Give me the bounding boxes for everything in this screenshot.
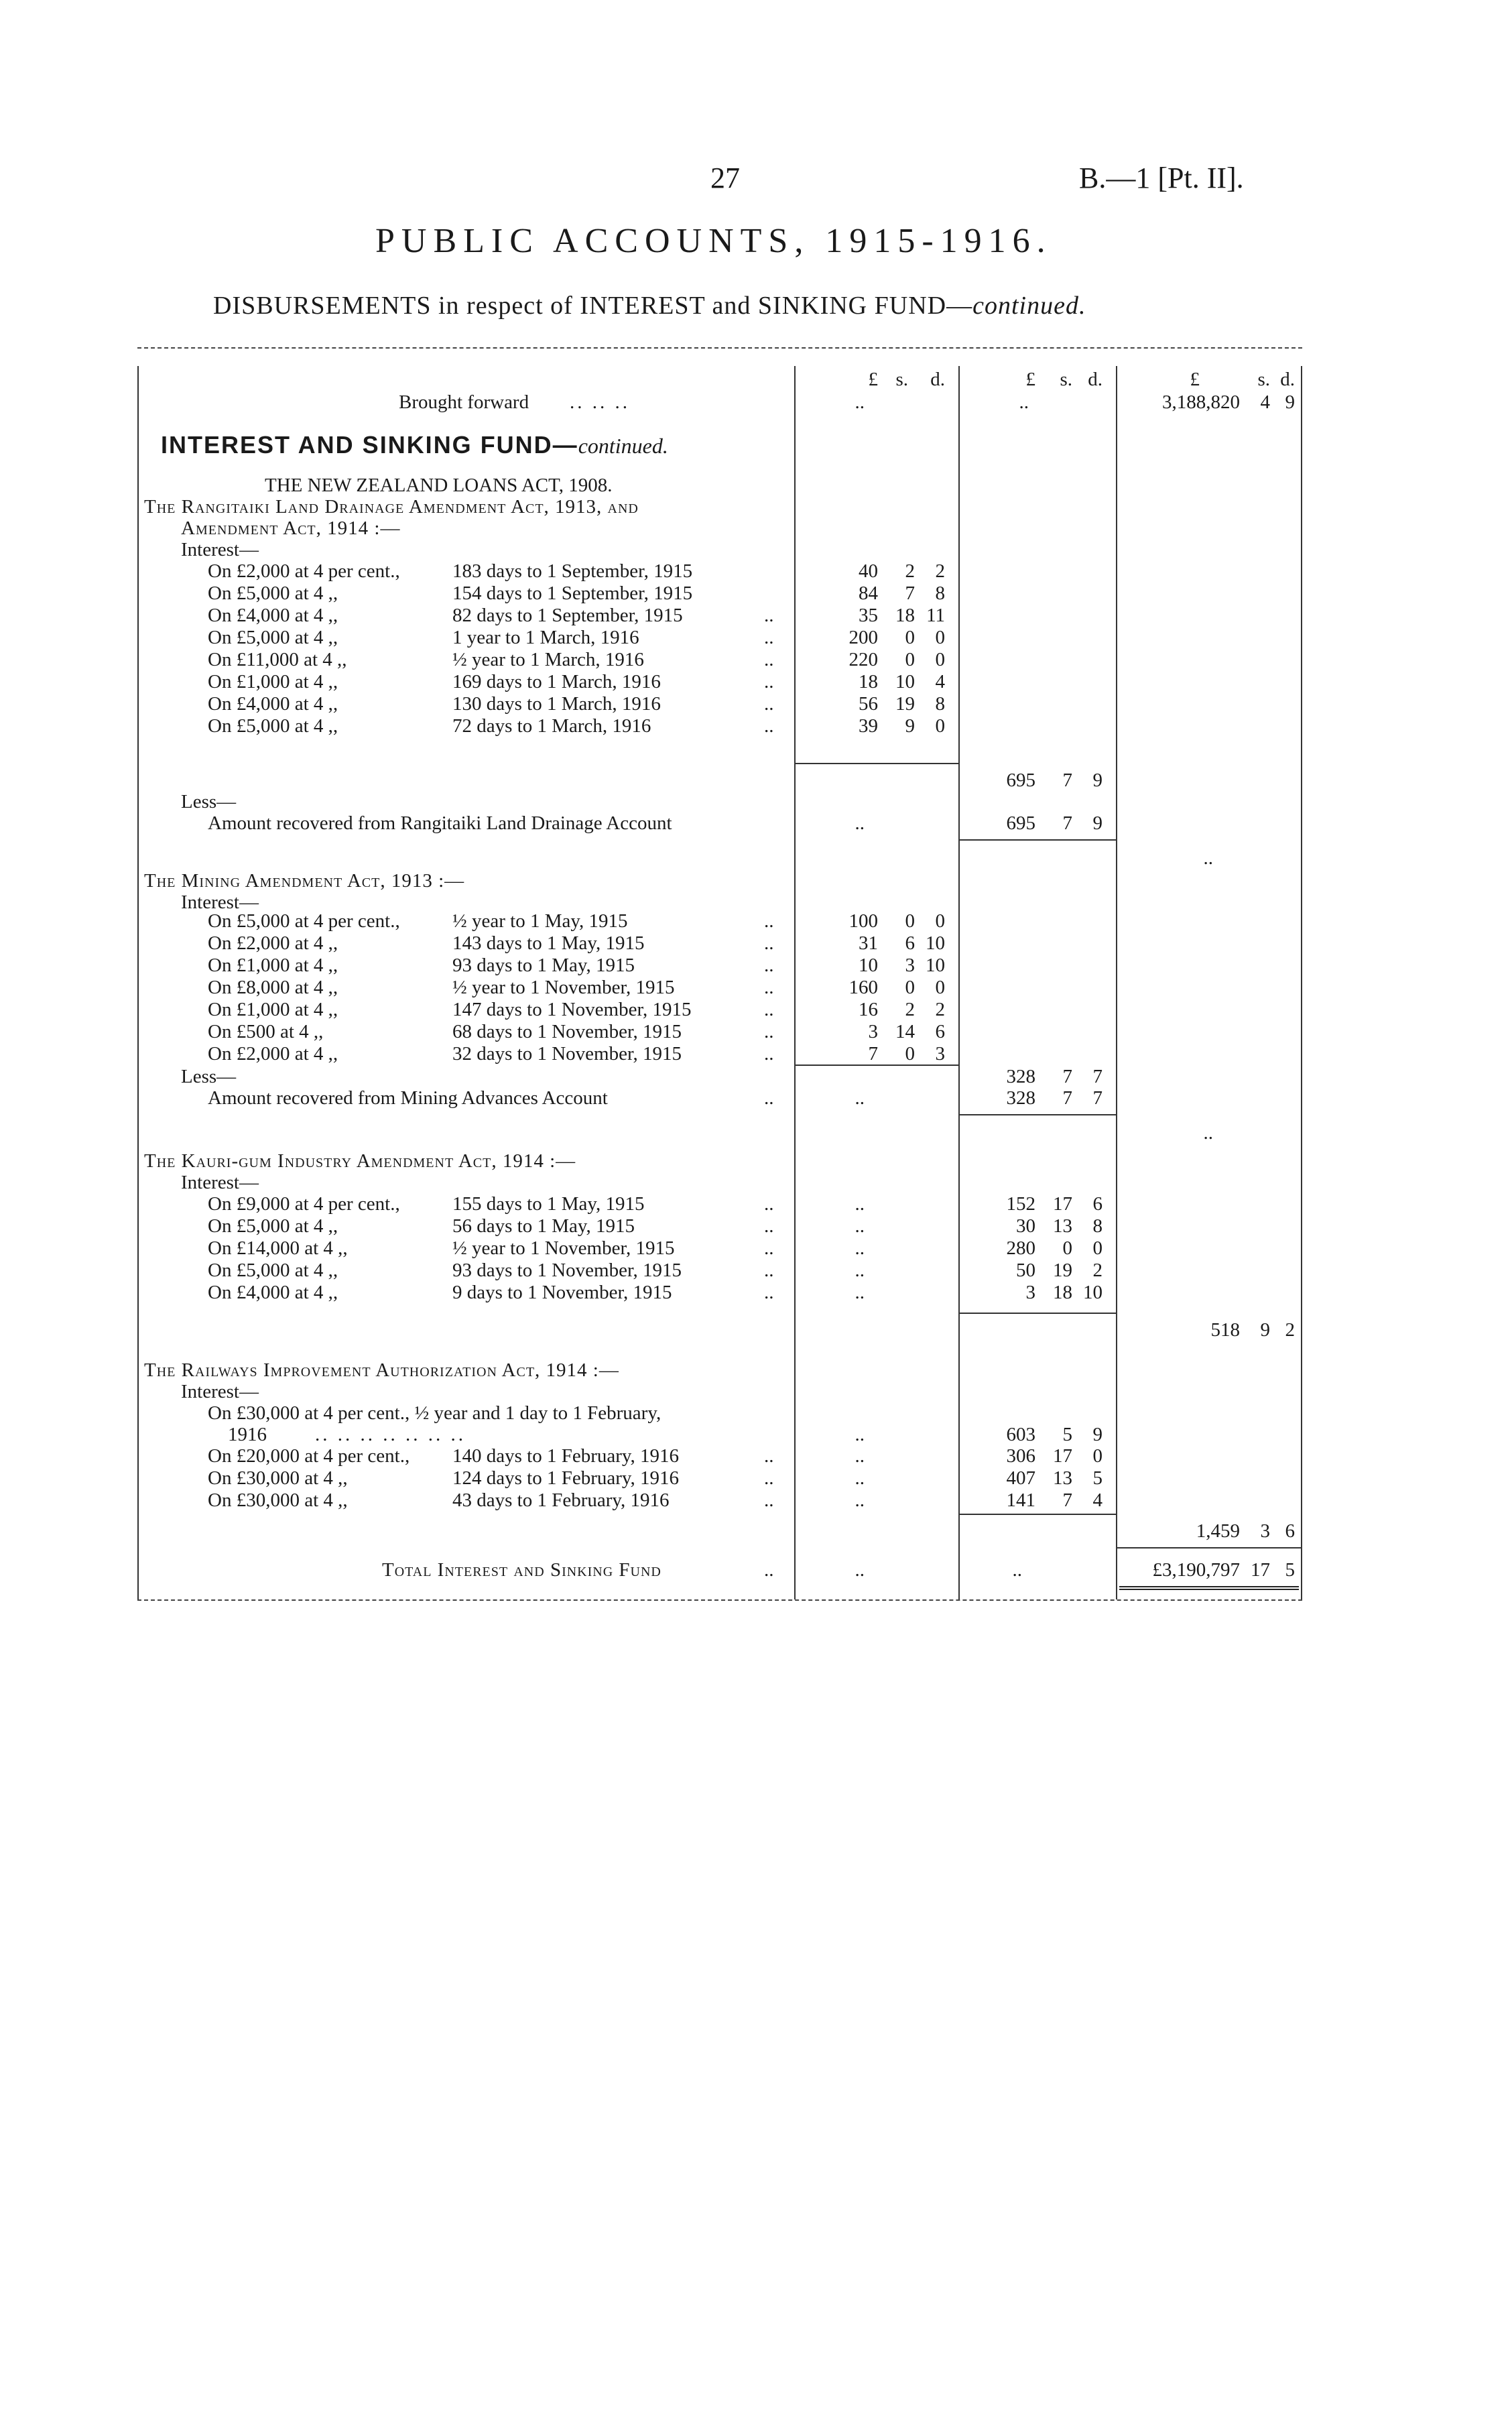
rangitaiki-title-line2: Amendment Act, 1914 :— — [181, 518, 401, 539]
row-pounds: 407 — [1006, 1467, 1035, 1489]
row-pence: 0 — [935, 715, 945, 737]
row-principal: On £500 at 4 ,, — [208, 1021, 324, 1042]
row-shillings: 17 — [1053, 1445, 1072, 1467]
railways-total-row — [137, 1520, 1302, 1542]
table-row — [137, 1282, 1302, 1304]
rangitaiki-net-value: .. — [1203, 847, 1213, 869]
grand-total-col2: .. — [1012, 1559, 1022, 1581]
col2-pence-header: d. — [1088, 369, 1102, 390]
row-period: 124 days to 1 February, 1916 — [452, 1467, 680, 1489]
row-shillings: 9 — [905, 715, 915, 737]
table-row — [137, 671, 1302, 693]
row-period: ½ year to 1 November, 1915 — [452, 977, 675, 998]
grand-total-col1: .. — [855, 1559, 865, 1581]
row-pounds: 10 — [859, 955, 878, 976]
row-col1-dots: .. — [855, 1282, 865, 1303]
row-dots: .. — [764, 671, 774, 692]
railways-total-pence: 6 — [1285, 1520, 1295, 1542]
row-pence: 0 — [1092, 1445, 1102, 1467]
row-shillings: 0 — [905, 977, 915, 998]
rangitaiki-recovered-pounds: 695 — [1006, 812, 1035, 834]
kauri-total-rule — [958, 1313, 1116, 1314]
row-pence: 3 — [935, 1043, 945, 1065]
row-col1-dots: .. — [855, 1193, 865, 1215]
row-shillings: 6 — [905, 932, 915, 954]
table-row — [137, 1445, 1302, 1467]
row-pounds: 56 — [859, 693, 878, 715]
rangitaiki-recovered-col1: .. — [855, 812, 865, 834]
subtitle-main: DISBURSEMENTS in respect of INTEREST and SINKING FUND— — [213, 292, 973, 320]
mining-subtotal-pence: 7 — [1092, 1066, 1102, 1087]
row-col1-dots: .. — [855, 1215, 865, 1237]
row-dots: .. — [764, 999, 774, 1020]
railways-title: The Railways Improvement Authorization Act, 1914 :— — [144, 1359, 619, 1381]
brought-forward-row — [137, 391, 1302, 414]
table-row — [137, 932, 1302, 955]
row-dots: .. — [764, 910, 774, 932]
row-principal: On £30,000 at 4 ,, — [208, 1467, 348, 1489]
row-dots: .. — [764, 649, 774, 670]
row-principal: On £9,000 at 4 per cent., — [208, 1193, 400, 1215]
row-shillings: 2 — [905, 560, 915, 582]
row-pounds: 152 — [1006, 1193, 1035, 1215]
row-principal: On £5,000 at 4 ,, — [208, 1260, 338, 1281]
railways-total-shillings: 3 — [1260, 1520, 1270, 1542]
table-row — [137, 910, 1302, 932]
row-dots: .. — [764, 1215, 774, 1237]
row-pence: 2 — [935, 560, 945, 582]
grand-total-double-rule — [1119, 1586, 1299, 1590]
row-shillings: 0 — [905, 649, 915, 670]
row-principal: On £2,000 at 4 ,, — [208, 1043, 338, 1065]
row-pence: 2 — [1092, 1260, 1102, 1281]
row-principal: On £20,000 at 4 per cent., — [208, 1445, 410, 1467]
mining-subtotal-pounds: 328 — [1006, 1066, 1035, 1087]
row-principal: On £4,000 at 4 ,, — [208, 693, 338, 715]
row-dots: .. — [764, 1282, 774, 1303]
row-pounds: 200 — [848, 627, 878, 648]
brought-forward-col1: .. — [855, 391, 865, 413]
row-pounds: 3 — [1025, 1282, 1035, 1303]
row-shillings: 13 — [1053, 1467, 1072, 1489]
row-period: 93 days to 1 May, 1915 — [452, 955, 635, 976]
grand-total-label: Total Interest and Sinking Fund — [382, 1559, 662, 1581]
table-row — [137, 999, 1302, 1021]
row-col1-dots: .. — [855, 1467, 865, 1489]
row-pence: 2 — [935, 999, 945, 1020]
row-pounds: 40 — [859, 560, 878, 582]
col2-shilling-header: s. — [1060, 369, 1072, 390]
col1-pence-header: d. — [930, 369, 945, 390]
row-dots: .. — [764, 693, 774, 715]
table-top-rule — [137, 347, 1302, 349]
rangitaiki-recovered-shillings: 7 — [1062, 812, 1072, 834]
mining-recovered-pounds: 328 — [1006, 1087, 1035, 1109]
rangitaiki-subtotal-pence: 9 — [1092, 770, 1102, 791]
row-principal: On £11,000 at 4 ,, — [208, 649, 347, 670]
table-row — [137, 693, 1302, 715]
row-period: 183 days to 1 September, 1915 — [452, 560, 693, 582]
row-period: ½ year to 1 November, 1915 — [452, 1237, 675, 1259]
row-period: 56 days to 1 May, 1915 — [452, 1215, 635, 1237]
brought-forward-label: Brought forward — [399, 391, 529, 413]
rangitaiki-interest-label: Interest— — [181, 539, 259, 560]
row-period: ½ year to 1 March, 1916 — [452, 649, 644, 670]
row-col1-dots: .. — [855, 1490, 865, 1511]
row-pounds: 280 — [1006, 1237, 1035, 1259]
railways-row1-pounds: 603 — [1006, 1424, 1035, 1445]
row-period: 43 days to 1 February, 1916 — [452, 1490, 670, 1511]
table-row — [137, 1043, 1302, 1065]
col1-pound-header: £ — [868, 369, 878, 390]
row-principal: On £4,000 at 4 ,, — [208, 605, 338, 626]
brought-forward-pence: 9 — [1285, 391, 1295, 413]
mining-recovered-shillings: 7 — [1062, 1087, 1072, 1109]
row-period: 1 year to 1 March, 1916 — [452, 627, 639, 648]
row-pounds: 160 — [848, 977, 878, 998]
brought-forward-dots: .. .. .. — [570, 391, 630, 413]
row-pounds: 141 — [1006, 1490, 1035, 1511]
row-pounds: 31 — [859, 932, 878, 954]
grand-total-pence: 5 — [1285, 1559, 1295, 1581]
row-pounds: 39 — [859, 715, 878, 737]
row-dots: .. — [764, 977, 774, 998]
row-pence: 4 — [935, 671, 945, 692]
railways-row1-dots: .. .. .. .. .. .. .. — [315, 1424, 466, 1445]
rangitaiki-subtotal-row — [137, 770, 1302, 792]
row-pounds: 100 — [848, 910, 878, 932]
railways-row1-line2 — [137, 1424, 1302, 1446]
row-period: 93 days to 1 November, 1915 — [452, 1260, 682, 1281]
row-principal: On £1,000 at 4 ,, — [208, 955, 338, 976]
row-pence: 0 — [935, 627, 945, 648]
row-dots: .. — [764, 1445, 774, 1467]
row-pence: 4 — [1092, 1490, 1102, 1511]
row-principal: On £1,000 at 4 ,, — [208, 671, 338, 692]
kauri-total-row — [137, 1319, 1302, 1341]
row-dots: .. — [764, 955, 774, 976]
row-shillings: 7 — [905, 583, 915, 604]
row-principal: On £2,000 at 4 ,, — [208, 932, 338, 954]
row-period: 147 days to 1 November, 1915 — [452, 999, 692, 1020]
row-shillings: 7 — [1062, 1490, 1072, 1511]
grand-total-shillings: 17 — [1251, 1559, 1270, 1581]
row-principal: On £4,000 at 4 ,, — [208, 1282, 338, 1303]
row-pounds: 7 — [868, 1043, 878, 1065]
railways-total-rule — [958, 1514, 1116, 1515]
rangitaiki-net-row — [137, 847, 1302, 869]
row-dots: .. — [764, 1467, 774, 1489]
col3-shilling-header: s. — [1257, 369, 1270, 390]
table-row — [137, 649, 1302, 671]
row-dots: .. — [764, 1237, 774, 1259]
kauri-interest-label: Interest— — [181, 1172, 259, 1193]
row-shillings: 18 — [1053, 1282, 1072, 1303]
section-heading — [137, 430, 1302, 460]
mining-recovered-dots: .. — [764, 1087, 774, 1109]
railways-total-pounds: 1,459 — [1196, 1520, 1240, 1542]
row-pence: 6 — [935, 1021, 945, 1042]
page-title: PUBLIC ACCOUNTS, 1915-1916. — [375, 222, 1052, 260]
col3-pound-header: £ — [1190, 369, 1200, 390]
row-shillings: 14 — [895, 1021, 915, 1042]
nz-loans-act-heading: THE NEW ZEALAND LOANS ACT, 1908. — [265, 475, 613, 496]
mining-subtotal-shillings: 7 — [1062, 1066, 1072, 1087]
row-period: 143 days to 1 May, 1915 — [452, 932, 645, 954]
row-period: 154 days to 1 September, 1915 — [452, 583, 693, 604]
column-header-row — [137, 369, 1302, 391]
row-pounds: 35 — [859, 605, 878, 626]
rangitaiki-recovered-label: Amount recovered from Rangitaiki Land Drainage Account — [208, 812, 672, 834]
rangitaiki-subtotal-rule — [794, 763, 958, 764]
row-pence: 10 — [926, 932, 945, 954]
rangitaiki-recovered-pence: 9 — [1092, 812, 1102, 834]
row-shillings: 19 — [1053, 1260, 1072, 1281]
accounts-table — [137, 347, 1302, 1601]
row-dots: .. — [764, 715, 774, 737]
row-shillings: 17 — [1053, 1193, 1072, 1215]
row-shillings: 0 — [1062, 1237, 1072, 1259]
row-period: 130 days to 1 March, 1916 — [452, 693, 661, 715]
subtitle-continued: continued. — [972, 292, 1086, 320]
rangitaiki-subtotal-pounds: 695 — [1006, 770, 1035, 791]
row-pounds: 306 — [1006, 1445, 1035, 1467]
row-pounds: 18 — [859, 671, 878, 692]
rangitaiki-subtotal-shillings: 7 — [1062, 770, 1072, 791]
row-principal: On £5,000 at 4 ,, — [208, 627, 338, 648]
row-period: 169 days to 1 March, 1916 — [452, 671, 661, 692]
row-pence: 11 — [926, 605, 945, 626]
table-row — [137, 583, 1302, 605]
row-pounds: 220 — [848, 649, 878, 670]
railways-row1-line1: On £30,000 at 4 per cent., ½ year and 1 day to 1 February, — [208, 1402, 662, 1424]
railways-row1-year: 1916 — [228, 1424, 267, 1445]
table-row — [137, 560, 1302, 583]
row-principal: On £30,000 at 4 ,, — [208, 1490, 348, 1511]
mining-recovered-label: Amount recovered from Mining Advances Account — [208, 1087, 608, 1109]
row-dots: .. — [764, 1021, 774, 1042]
row-principal: On £14,000 at 4 ,, — [208, 1237, 348, 1259]
mining-recovered-row — [137, 1087, 1302, 1109]
rangitaiki-title-line1: The Rangitaiki Land Drainage Amendment Act, 1913, and — [144, 496, 639, 518]
row-shillings: 0 — [905, 627, 915, 648]
row-period: 140 days to 1 February, 1916 — [452, 1445, 680, 1467]
railways-row1-col1: .. — [855, 1424, 865, 1445]
brought-forward-col2: .. — [1019, 391, 1029, 413]
rangitaiki-less-label: Less— — [181, 791, 237, 812]
row-col1-dots: .. — [855, 1237, 865, 1259]
grand-total-top-rule — [1116, 1547, 1301, 1548]
row-principal: On £1,000 at 4 ,, — [208, 999, 338, 1020]
table-row — [137, 1490, 1302, 1512]
col3-pence-header: d. — [1280, 369, 1295, 390]
kauri-total-pounds: 518 — [1210, 1319, 1240, 1341]
kauri-title: The Kauri-gum Industry Amendment Act, 1914 :— — [144, 1150, 576, 1172]
row-pence: 6 — [1092, 1193, 1102, 1215]
row-pence: 10 — [926, 955, 945, 976]
brought-forward-shillings: 4 — [1260, 391, 1270, 413]
row-pence: 5 — [1092, 1467, 1102, 1489]
row-pence: 10 — [1083, 1282, 1102, 1303]
row-period: 32 days to 1 November, 1915 — [452, 1043, 682, 1065]
row-shillings: 3 — [905, 955, 915, 976]
document-reference: B.—1 [Pt. II]. — [1079, 162, 1244, 194]
row-col1-dots: .. — [855, 1260, 865, 1281]
rangitaiki-net-rule — [958, 839, 1116, 841]
mining-interest-label: Interest— — [181, 892, 259, 913]
brought-forward-pounds: 3,188,820 — [1162, 391, 1240, 413]
table-row — [137, 715, 1302, 737]
table-row — [137, 977, 1302, 999]
row-dots: .. — [764, 1260, 774, 1281]
kauri-total-shillings: 9 — [1260, 1319, 1270, 1341]
row-pounds: 3 — [868, 1021, 878, 1042]
row-period: 82 days to 1 September, 1915 — [452, 605, 683, 626]
row-dots: .. — [764, 605, 774, 626]
row-pence: 0 — [1092, 1237, 1102, 1259]
table-row — [137, 627, 1302, 649]
row-principal: On £8,000 at 4 ,, — [208, 977, 338, 998]
row-pounds: 16 — [859, 999, 878, 1020]
railways-interest-label: Interest— — [181, 1381, 259, 1402]
row-period: ½ year to 1 May, 1915 — [452, 910, 628, 932]
row-pounds: 50 — [1016, 1260, 1035, 1281]
row-shillings: 0 — [905, 1043, 915, 1065]
row-pence: 8 — [935, 583, 945, 604]
table-row — [137, 1021, 1302, 1043]
table-row — [137, 1467, 1302, 1490]
table-row — [137, 1237, 1302, 1260]
row-principal: On £5,000 at 4 ,, — [208, 1215, 338, 1237]
row-col1-dots: .. — [855, 1445, 865, 1467]
page-number: 27 — [710, 162, 740, 194]
row-principal: On £5,000 at 4 ,, — [208, 583, 338, 604]
mining-net-rule — [958, 1114, 1116, 1115]
row-pence: 0 — [935, 649, 945, 670]
row-pence: 8 — [935, 693, 945, 715]
row-principal: On £5,000 at 4 ,, — [208, 715, 338, 737]
mining-recovered-pence: 7 — [1092, 1087, 1102, 1109]
row-period: 9 days to 1 November, 1915 — [452, 1282, 672, 1303]
section-heading-main: INTEREST AND SINKING FUND— — [161, 431, 578, 459]
railways-row1-pence: 9 — [1092, 1424, 1102, 1445]
mining-net-value: .. — [1203, 1122, 1213, 1144]
row-period: 155 days to 1 May, 1915 — [452, 1193, 645, 1215]
table-row — [137, 1215, 1302, 1237]
page-subtitle — [213, 291, 1086, 320]
row-shillings: 0 — [905, 910, 915, 932]
row-dots: .. — [764, 1043, 774, 1065]
row-shillings: 13 — [1053, 1215, 1072, 1237]
rangitaiki-recovered-row — [137, 812, 1302, 835]
row-principal: On £5,000 at 4 per cent., — [208, 910, 400, 932]
row-dots: .. — [764, 1193, 774, 1215]
mining-less-label: Less— — [181, 1066, 237, 1087]
section-heading-continued: continued. — [578, 434, 668, 458]
row-dots: .. — [764, 932, 774, 954]
row-shillings: 10 — [895, 671, 915, 692]
table-row — [137, 1193, 1302, 1215]
row-dots: .. — [764, 1490, 774, 1511]
grand-total-row — [137, 1559, 1302, 1581]
row-pence: 0 — [935, 977, 945, 998]
table-row — [137, 605, 1302, 627]
mining-less-row — [137, 1066, 1302, 1088]
row-period: 72 days to 1 March, 1916 — [452, 715, 651, 737]
row-pounds: 84 — [859, 583, 878, 604]
table-row — [137, 955, 1302, 977]
mining-title: The Mining Amendment Act, 1913 :— — [144, 870, 465, 892]
grand-total-pounds: £3,190,797 — [1152, 1559, 1240, 1581]
grand-total-dots: .. — [764, 1559, 774, 1581]
kauri-total-pence: 2 — [1285, 1319, 1295, 1341]
row-pounds: 30 — [1016, 1215, 1035, 1237]
row-shillings: 2 — [905, 999, 915, 1020]
row-principal: On £2,000 at 4 per cent., — [208, 560, 400, 582]
row-dots: .. — [764, 627, 774, 648]
row-shillings: 18 — [895, 605, 915, 626]
col1-shilling-header: s. — [895, 369, 908, 390]
railways-row1-shillings: 5 — [1062, 1424, 1072, 1445]
table-bottom-rule — [137, 1599, 1302, 1601]
table-row — [137, 1260, 1302, 1282]
row-period: 68 days to 1 November, 1915 — [452, 1021, 682, 1042]
col2-pound-header: £ — [1025, 369, 1035, 390]
row-pence: 8 — [1092, 1215, 1102, 1237]
mining-recovered-col1: .. — [855, 1087, 865, 1109]
mining-net-row — [137, 1122, 1302, 1144]
row-shillings: 19 — [895, 693, 915, 715]
row-pence: 0 — [935, 910, 945, 932]
